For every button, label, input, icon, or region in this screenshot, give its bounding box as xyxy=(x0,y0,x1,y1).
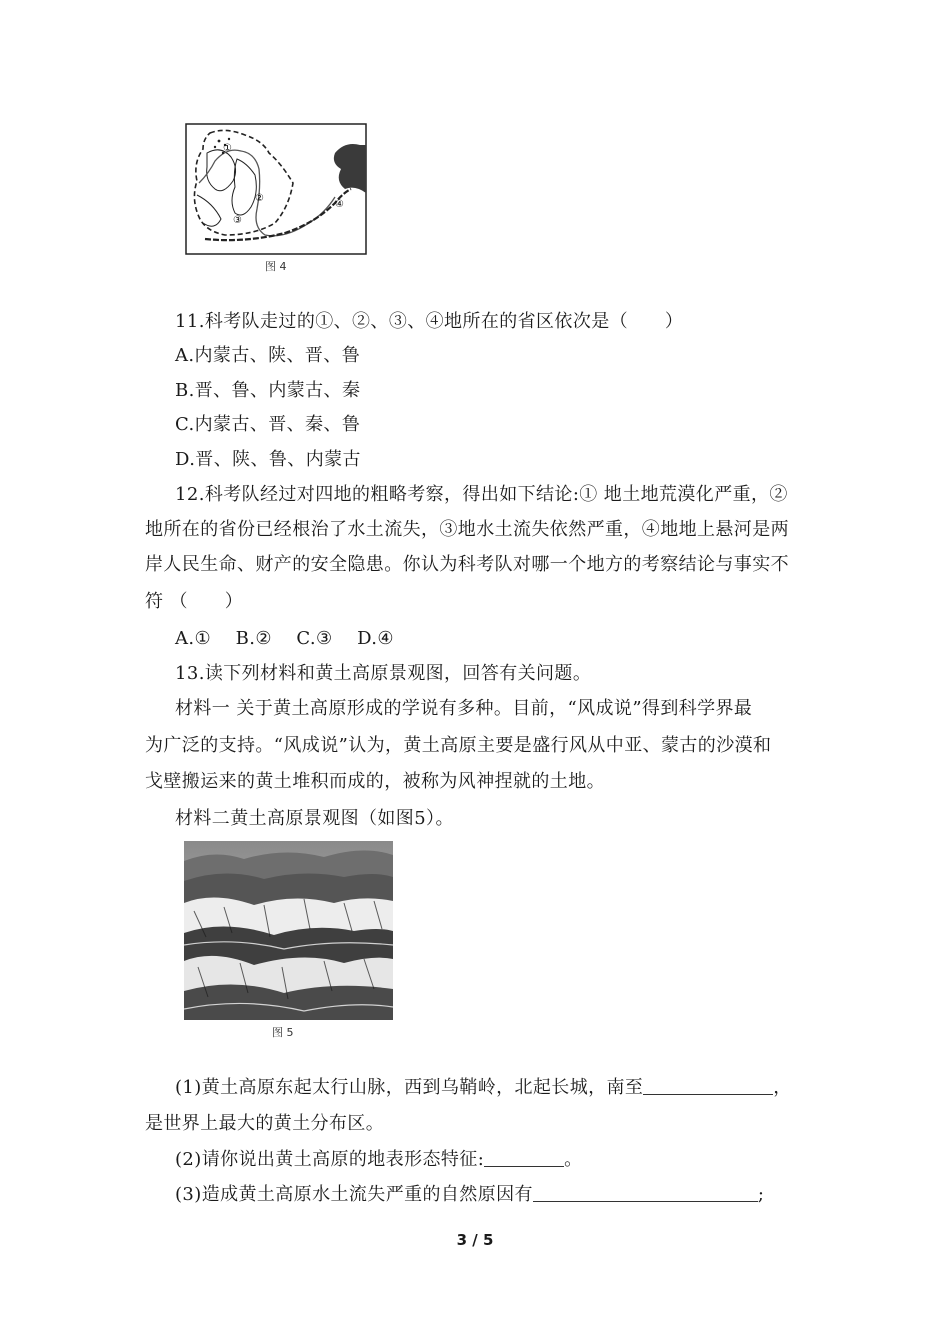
q12-options: A.① B.② C.③ D.④ xyxy=(175,628,394,649)
q11-option-a: A.内蒙古、陕、晋、鲁 xyxy=(175,345,361,366)
q12-line-3: 岸人民生命、财产的安全隐患。你认为科考队对哪一个地方的考察结论与事实不 xyxy=(145,554,789,575)
q13-stem: 13.读下列材料和黄土高原景观图，回答有关问题。 xyxy=(175,663,592,684)
q13-material2: 材料二黄土高原景观图（如图5）。 xyxy=(175,808,454,829)
q13-sub3-answer-blank[interactable] xyxy=(533,1185,758,1202)
figure-5-caption: 图 5 xyxy=(272,1026,294,1039)
q11-option-d: D.晋、陕、鲁、内蒙古 xyxy=(175,449,361,470)
q13-material1-line-2: 为广泛的支持。“风成说”认为，黄土高原主要是盛行风从中亚、蒙古的沙漠和 xyxy=(145,735,772,756)
q11-stem: 11.科考队走过的①、②、③、④地所在的省区依次是（ ） xyxy=(175,311,684,332)
q13-sub1-comma: ， xyxy=(773,1077,792,1098)
q13-sub1-line-1 xyxy=(175,1077,792,1099)
map-marker-3: ③ xyxy=(233,215,242,226)
q13-sub2 xyxy=(175,1149,583,1171)
q13-sub2-period: 。 xyxy=(564,1149,583,1170)
q13-material1-line-1: 材料一 关于黄土高原形成的学说有多种。目前，“风成说”得到科学界最 xyxy=(175,698,753,719)
q13-sub3-semicolon: ; xyxy=(757,1184,765,1205)
figure-5-landscape-photo xyxy=(184,841,393,1020)
figure-4-caption: 图 4 xyxy=(265,260,287,273)
map-marker-1: ① xyxy=(223,143,232,154)
q13-sub1-answer-blank[interactable] xyxy=(643,1078,773,1095)
q13-sub1-line-2: 是世界上最大的黄土分布区。 xyxy=(145,1113,385,1134)
q13-material1-line-3: 戈壁搬运来的黄土堆积而成的，被称为风神捏就的土地。 xyxy=(145,771,605,792)
q13-sub2-answer-blank[interactable] xyxy=(484,1150,564,1167)
page-number: 3 / 5 xyxy=(456,1231,494,1249)
q12-line-2: 地所在的省份已经根治了水土流失，③地水土流失依然严重，④地地上悬河是两 xyxy=(145,519,789,540)
q13-sub3-text: (3)造成黄土高原水土流失严重的自然原因有 xyxy=(175,1184,533,1205)
map-marker-4: ④ xyxy=(335,199,344,210)
q12-line-1: 12.科考队经过对四地的粗略考察，得出如下结论:① 地土地荒漠化严重，② xyxy=(175,484,788,505)
q11-option-b: B.晋、鲁、内蒙古、秦 xyxy=(175,380,361,401)
q13-sub2-text: (2)请你说出黄土高原的地表形态特征: xyxy=(175,1149,485,1170)
q11-option-c: C.内蒙古、晋、秦、鲁 xyxy=(175,414,361,435)
figure-4-map xyxy=(185,123,367,255)
q13-sub3 xyxy=(175,1184,764,1206)
q12-line-4: 符 （ ） xyxy=(145,591,244,612)
q13-sub1-text: (1)黄土高原东起太行山脉，西到乌鞘岭，北起长城，南至 xyxy=(175,1077,644,1098)
map-marker-2: ② xyxy=(255,193,264,204)
